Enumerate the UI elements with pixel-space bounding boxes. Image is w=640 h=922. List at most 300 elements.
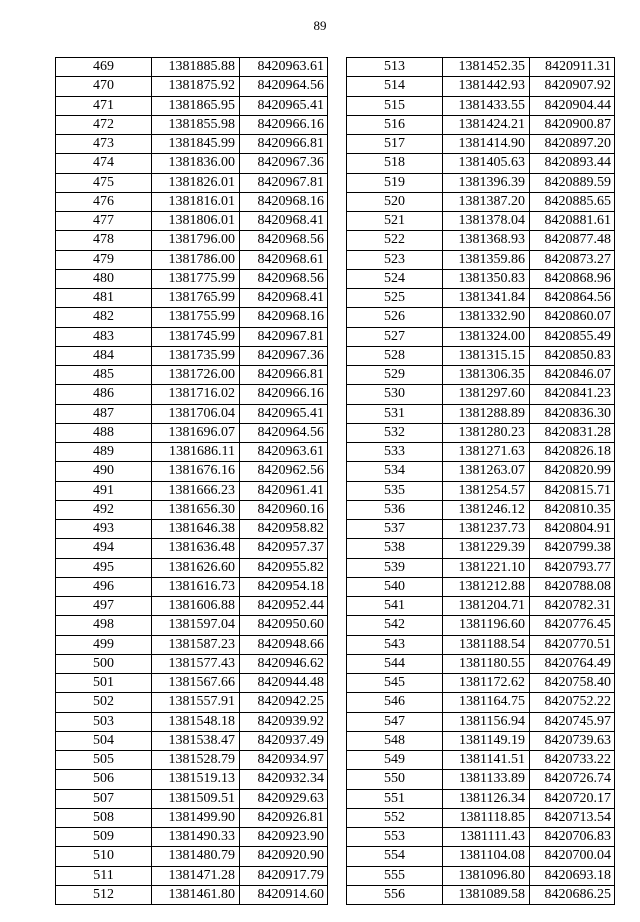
- point-number-cell: 504: [56, 731, 152, 750]
- y-coordinate-cell: 8420942.25: [240, 693, 328, 712]
- y-coordinate-cell: 8420826.18: [530, 443, 615, 462]
- table-row: [56, 404, 328, 423]
- point-number-cell: 529: [347, 366, 443, 385]
- y-coordinate-cell: 8420877.48: [530, 231, 615, 250]
- x-coordinate-cell: 1381156.94: [443, 712, 530, 731]
- point-number-cell: 535: [347, 481, 443, 500]
- point-number-cell: 481: [56, 289, 152, 308]
- x-coordinate-cell: 1381263.07: [443, 462, 530, 481]
- point-number-cell: 488: [56, 423, 152, 442]
- x-coordinate-cell: 1381433.55: [443, 96, 530, 115]
- y-coordinate-cell: 8420964.56: [240, 423, 328, 442]
- x-coordinate-cell: 1381246.12: [443, 500, 530, 519]
- point-number-cell: 492: [56, 500, 152, 519]
- y-coordinate-cell: 8420963.61: [240, 443, 328, 462]
- x-coordinate-cell: 1381341.84: [443, 289, 530, 308]
- point-number-cell: 515: [347, 96, 443, 115]
- table-row: [56, 770, 328, 789]
- table-row: [56, 597, 328, 616]
- table-row: [56, 577, 328, 596]
- y-coordinate-cell: 8420939.92: [240, 712, 328, 731]
- y-coordinate-cell: 8420950.60: [240, 616, 328, 635]
- y-coordinate-cell: 8420889.59: [530, 173, 615, 192]
- point-number-cell: 519: [347, 173, 443, 192]
- x-coordinate-cell: 1381414.90: [443, 135, 530, 154]
- y-coordinate-cell: 8420926.81: [240, 808, 328, 827]
- x-coordinate-cell: 1381452.35: [443, 58, 530, 77]
- point-number-cell: 550: [347, 770, 443, 789]
- y-coordinate-cell: 8420968.56: [240, 231, 328, 250]
- point-number-cell: 502: [56, 693, 152, 712]
- point-number-cell: 511: [56, 866, 152, 885]
- x-coordinate-cell: 1381111.43: [443, 828, 530, 847]
- table-row: [347, 96, 615, 115]
- table-row: [347, 520, 615, 539]
- coordinate-table-left-body: [56, 58, 328, 905]
- point-number-cell: 534: [347, 462, 443, 481]
- y-coordinate-cell: 8420954.18: [240, 577, 328, 596]
- y-coordinate-cell: 8420948.66: [240, 635, 328, 654]
- table-row: [56, 539, 328, 558]
- y-coordinate-cell: 8420788.08: [530, 577, 615, 596]
- x-coordinate-cell: 1381271.63: [443, 443, 530, 462]
- point-number-cell: 553: [347, 828, 443, 847]
- y-coordinate-cell: 8420937.49: [240, 731, 328, 750]
- point-number-cell: 555: [347, 866, 443, 885]
- y-coordinate-cell: 8420963.61: [240, 58, 328, 77]
- table-row: [347, 346, 615, 365]
- table-row: [347, 789, 615, 808]
- point-number-cell: 478: [56, 231, 152, 250]
- x-coordinate-cell: 1381212.88: [443, 577, 530, 596]
- y-coordinate-cell: 8420958.82: [240, 520, 328, 539]
- point-number-cell: 498: [56, 616, 152, 635]
- table-row: [347, 404, 615, 423]
- point-number-cell: 493: [56, 520, 152, 539]
- point-number-cell: 537: [347, 520, 443, 539]
- point-number-cell: 541: [347, 597, 443, 616]
- y-coordinate-cell: 8420966.16: [240, 115, 328, 134]
- y-coordinate-cell: 8420706.83: [530, 828, 615, 847]
- y-coordinate-cell: 8420873.27: [530, 250, 615, 269]
- table-row: [56, 212, 328, 231]
- x-coordinate-cell: 1381480.79: [152, 847, 240, 866]
- y-coordinate-cell: 8420841.23: [530, 385, 615, 404]
- x-coordinate-cell: 1381755.99: [152, 308, 240, 327]
- point-number-cell: 538: [347, 539, 443, 558]
- y-coordinate-cell: 8420745.97: [530, 712, 615, 731]
- point-number-cell: 484: [56, 346, 152, 365]
- point-number-cell: 530: [347, 385, 443, 404]
- table-row: [347, 808, 615, 827]
- y-coordinate-cell: 8420967.36: [240, 154, 328, 173]
- x-coordinate-cell: 1381597.04: [152, 616, 240, 635]
- point-number-cell: 549: [347, 751, 443, 770]
- table-row: [347, 481, 615, 500]
- point-number-cell: 516: [347, 115, 443, 134]
- x-coordinate-cell: 1381196.60: [443, 616, 530, 635]
- coordinate-table-right: [346, 57, 615, 905]
- y-coordinate-cell: 8420967.36: [240, 346, 328, 365]
- point-number-cell: 517: [347, 135, 443, 154]
- x-coordinate-cell: 1381471.28: [152, 866, 240, 885]
- table-row: [347, 366, 615, 385]
- y-coordinate-cell: 8420799.38: [530, 539, 615, 558]
- point-number-cell: 477: [56, 212, 152, 231]
- y-coordinate-cell: 8420720.17: [530, 789, 615, 808]
- table-row: [347, 212, 615, 231]
- table-row: [56, 443, 328, 462]
- x-coordinate-cell: 1381745.99: [152, 327, 240, 346]
- y-coordinate-cell: 8420968.41: [240, 289, 328, 308]
- x-coordinate-cell: 1381396.39: [443, 173, 530, 192]
- table-row: [347, 654, 615, 673]
- x-coordinate-cell: 1381636.48: [152, 539, 240, 558]
- x-coordinate-cell: 1381735.99: [152, 346, 240, 365]
- table-row: [56, 654, 328, 673]
- point-number-cell: 514: [347, 77, 443, 96]
- point-number-cell: 540: [347, 577, 443, 596]
- table-row: [347, 192, 615, 211]
- point-number-cell: 482: [56, 308, 152, 327]
- y-coordinate-cell: 8420966.81: [240, 366, 328, 385]
- x-coordinate-cell: 1381587.23: [152, 635, 240, 654]
- y-coordinate-cell: 8420944.48: [240, 674, 328, 693]
- x-coordinate-cell: 1381141.51: [443, 751, 530, 770]
- table-row: [56, 58, 328, 77]
- point-number-cell: 476: [56, 192, 152, 211]
- point-number-cell: 496: [56, 577, 152, 596]
- point-number-cell: 543: [347, 635, 443, 654]
- x-coordinate-cell: 1381557.91: [152, 693, 240, 712]
- y-coordinate-cell: 8420860.07: [530, 308, 615, 327]
- table-row: [56, 250, 328, 269]
- point-number-cell: 542: [347, 616, 443, 635]
- x-coordinate-cell: 1381126.34: [443, 789, 530, 808]
- y-coordinate-cell: 8420815.71: [530, 481, 615, 500]
- point-number-cell: 473: [56, 135, 152, 154]
- y-coordinate-cell: 8420967.81: [240, 173, 328, 192]
- table-row: [56, 96, 328, 115]
- y-coordinate-cell: 8420960.16: [240, 500, 328, 519]
- x-coordinate-cell: 1381118.85: [443, 808, 530, 827]
- table-row: [56, 481, 328, 500]
- table-row: [56, 423, 328, 442]
- point-number-cell: 495: [56, 558, 152, 577]
- x-coordinate-cell: 1381306.35: [443, 366, 530, 385]
- x-coordinate-cell: 1381616.73: [152, 577, 240, 596]
- table-row: [347, 269, 615, 288]
- x-coordinate-cell: 1381180.55: [443, 654, 530, 673]
- point-number-cell: 507: [56, 789, 152, 808]
- y-coordinate-cell: 8420776.45: [530, 616, 615, 635]
- y-coordinate-cell: 8420810.35: [530, 500, 615, 519]
- point-number-cell: 510: [56, 847, 152, 866]
- x-coordinate-cell: 1381387.20: [443, 192, 530, 211]
- table-row: [56, 674, 328, 693]
- point-number-cell: 471: [56, 96, 152, 115]
- point-number-cell: 526: [347, 308, 443, 327]
- x-coordinate-cell: 1381875.92: [152, 77, 240, 96]
- y-coordinate-cell: 8420820.99: [530, 462, 615, 481]
- point-number-cell: 485: [56, 366, 152, 385]
- y-coordinate-cell: 8420952.44: [240, 597, 328, 616]
- x-coordinate-cell: 1381188.54: [443, 635, 530, 654]
- point-number-cell: 551: [347, 789, 443, 808]
- x-coordinate-cell: 1381288.89: [443, 404, 530, 423]
- table-row: [347, 558, 615, 577]
- y-coordinate-cell: 8420700.04: [530, 847, 615, 866]
- point-number-cell: 544: [347, 654, 443, 673]
- x-coordinate-cell: 1381172.62: [443, 674, 530, 693]
- table-row: [56, 500, 328, 519]
- point-number-cell: 508: [56, 808, 152, 827]
- x-coordinate-cell: 1381254.57: [443, 481, 530, 500]
- x-coordinate-cell: 1381229.39: [443, 539, 530, 558]
- y-coordinate-cell: 8420968.61: [240, 250, 328, 269]
- table-row: [56, 751, 328, 770]
- x-coordinate-cell: 1381324.00: [443, 327, 530, 346]
- x-coordinate-cell: 1381656.30: [152, 500, 240, 519]
- table-row: [347, 577, 615, 596]
- point-number-cell: 469: [56, 58, 152, 77]
- table-row: [56, 731, 328, 750]
- y-coordinate-cell: 8420920.90: [240, 847, 328, 866]
- table-row: [56, 115, 328, 134]
- point-number-cell: 512: [56, 885, 152, 904]
- x-coordinate-cell: 1381716.02: [152, 385, 240, 404]
- x-coordinate-cell: 1381567.66: [152, 674, 240, 693]
- table-row: [56, 154, 328, 173]
- x-coordinate-cell: 1381237.73: [443, 520, 530, 539]
- table-row: [347, 751, 615, 770]
- x-coordinate-cell: 1381221.10: [443, 558, 530, 577]
- x-coordinate-cell: 1381528.79: [152, 751, 240, 770]
- point-number-cell: 486: [56, 385, 152, 404]
- table-row: [347, 885, 615, 904]
- point-number-cell: 491: [56, 481, 152, 500]
- table-row: [56, 866, 328, 885]
- y-coordinate-cell: 8420957.37: [240, 539, 328, 558]
- table-row: [56, 192, 328, 211]
- y-coordinate-cell: 8420946.62: [240, 654, 328, 673]
- y-coordinate-cell: 8420917.79: [240, 866, 328, 885]
- x-coordinate-cell: 1381378.04: [443, 212, 530, 231]
- y-coordinate-cell: 8420850.83: [530, 346, 615, 365]
- y-coordinate-cell: 8420897.20: [530, 135, 615, 154]
- x-coordinate-cell: 1381606.88: [152, 597, 240, 616]
- table-row: [56, 520, 328, 539]
- x-coordinate-cell: 1381626.60: [152, 558, 240, 577]
- x-coordinate-cell: 1381816.01: [152, 192, 240, 211]
- table-row: [56, 885, 328, 904]
- point-number-cell: 513: [347, 58, 443, 77]
- table-row: [347, 616, 615, 635]
- y-coordinate-cell: 8420966.16: [240, 385, 328, 404]
- table-row: [347, 847, 615, 866]
- point-number-cell: 474: [56, 154, 152, 173]
- y-coordinate-cell: 8420836.30: [530, 404, 615, 423]
- y-coordinate-cell: 8420934.97: [240, 751, 328, 770]
- x-coordinate-cell: 1381686.11: [152, 443, 240, 462]
- y-coordinate-cell: 8420752.22: [530, 693, 615, 712]
- y-coordinate-cell: 8420968.16: [240, 192, 328, 211]
- point-number-cell: 546: [347, 693, 443, 712]
- y-coordinate-cell: 8420955.82: [240, 558, 328, 577]
- y-coordinate-cell: 8420846.07: [530, 366, 615, 385]
- table-row: [56, 462, 328, 481]
- table-row: [347, 327, 615, 346]
- point-number-cell: 556: [347, 885, 443, 904]
- x-coordinate-cell: 1381646.38: [152, 520, 240, 539]
- x-coordinate-cell: 1381786.00: [152, 250, 240, 269]
- table-row: [56, 616, 328, 635]
- x-coordinate-cell: 1381519.13: [152, 770, 240, 789]
- point-number-cell: 475: [56, 173, 152, 192]
- y-coordinate-cell: 8420764.49: [530, 654, 615, 673]
- x-coordinate-cell: 1381204.71: [443, 597, 530, 616]
- x-coordinate-cell: 1381164.75: [443, 693, 530, 712]
- y-coordinate-cell: 8420686.25: [530, 885, 615, 904]
- y-coordinate-cell: 8420885.65: [530, 192, 615, 211]
- y-coordinate-cell: 8420968.56: [240, 269, 328, 288]
- x-coordinate-cell: 1381359.86: [443, 250, 530, 269]
- y-coordinate-cell: 8420968.41: [240, 212, 328, 231]
- point-number-cell: 483: [56, 327, 152, 346]
- table-row: [56, 77, 328, 96]
- x-coordinate-cell: 1381885.88: [152, 58, 240, 77]
- x-coordinate-cell: 1381104.08: [443, 847, 530, 866]
- y-coordinate-cell: 8420962.56: [240, 462, 328, 481]
- table-row: [347, 135, 615, 154]
- point-number-cell: 520: [347, 192, 443, 211]
- point-number-cell: 509: [56, 828, 152, 847]
- x-coordinate-cell: 1381696.07: [152, 423, 240, 442]
- x-coordinate-cell: 1381706.04: [152, 404, 240, 423]
- x-coordinate-cell: 1381490.33: [152, 828, 240, 847]
- y-coordinate-cell: 8420758.40: [530, 674, 615, 693]
- y-coordinate-cell: 8420804.91: [530, 520, 615, 539]
- y-coordinate-cell: 8420965.41: [240, 404, 328, 423]
- table-row: [56, 346, 328, 365]
- table-row: [347, 866, 615, 885]
- table-row: [347, 500, 615, 519]
- point-number-cell: 525: [347, 289, 443, 308]
- x-coordinate-cell: 1381332.90: [443, 308, 530, 327]
- point-number-cell: 552: [347, 808, 443, 827]
- x-coordinate-cell: 1381350.83: [443, 269, 530, 288]
- table-row: [347, 58, 615, 77]
- point-number-cell: 479: [56, 250, 152, 269]
- table-row: [347, 693, 615, 712]
- table-row: [347, 289, 615, 308]
- coordinate-table-left: [55, 57, 328, 905]
- table-row: [347, 828, 615, 847]
- x-coordinate-cell: 1381836.00: [152, 154, 240, 173]
- x-coordinate-cell: 1381855.98: [152, 115, 240, 134]
- x-coordinate-cell: 1381538.47: [152, 731, 240, 750]
- y-coordinate-cell: 8420770.51: [530, 635, 615, 654]
- point-number-cell: 533: [347, 443, 443, 462]
- table-row: [56, 289, 328, 308]
- point-number-cell: 480: [56, 269, 152, 288]
- x-coordinate-cell: 1381297.60: [443, 385, 530, 404]
- x-coordinate-cell: 1381676.16: [152, 462, 240, 481]
- x-coordinate-cell: 1381765.99: [152, 289, 240, 308]
- table-row: [347, 173, 615, 192]
- table-row: [347, 115, 615, 134]
- y-coordinate-cell: 8420793.77: [530, 558, 615, 577]
- x-coordinate-cell: 1381775.99: [152, 269, 240, 288]
- table-row: [56, 847, 328, 866]
- x-coordinate-cell: 1381315.15: [443, 346, 530, 365]
- table-row: [56, 231, 328, 250]
- table-row: [347, 231, 615, 250]
- x-coordinate-cell: 1381845.99: [152, 135, 240, 154]
- table-row: [347, 674, 615, 693]
- y-coordinate-cell: 8420904.44: [530, 96, 615, 115]
- point-number-cell: 521: [347, 212, 443, 231]
- table-row: [347, 250, 615, 269]
- y-coordinate-cell: 8420831.28: [530, 423, 615, 442]
- point-number-cell: 545: [347, 674, 443, 693]
- table-row: [56, 269, 328, 288]
- point-number-cell: 527: [347, 327, 443, 346]
- x-coordinate-cell: 1381405.63: [443, 154, 530, 173]
- point-number-cell: 536: [347, 500, 443, 519]
- table-row: [56, 135, 328, 154]
- point-number-cell: 503: [56, 712, 152, 731]
- x-coordinate-cell: 1381499.90: [152, 808, 240, 827]
- point-number-cell: 501: [56, 674, 152, 693]
- table-row: [347, 443, 615, 462]
- table-row: [56, 308, 328, 327]
- table-row: [56, 558, 328, 577]
- table-row: [56, 693, 328, 712]
- y-coordinate-cell: 8420881.61: [530, 212, 615, 231]
- y-coordinate-cell: 8420693.18: [530, 866, 615, 885]
- point-number-cell: 499: [56, 635, 152, 654]
- x-coordinate-cell: 1381796.00: [152, 231, 240, 250]
- y-coordinate-cell: 8420961.41: [240, 481, 328, 500]
- y-coordinate-cell: 8420967.81: [240, 327, 328, 346]
- table-row: [56, 385, 328, 404]
- table-row: [347, 597, 615, 616]
- point-number-cell: 548: [347, 731, 443, 750]
- page-number: 89: [313, 18, 327, 33]
- table-row: [56, 808, 328, 827]
- x-coordinate-cell: 1381865.95: [152, 96, 240, 115]
- table-row: [347, 731, 615, 750]
- table-row: [56, 828, 328, 847]
- table-row: [347, 462, 615, 481]
- point-number-cell: 490: [56, 462, 152, 481]
- point-number-cell: 518: [347, 154, 443, 173]
- point-number-cell: 539: [347, 558, 443, 577]
- point-number-cell: 500: [56, 654, 152, 673]
- y-coordinate-cell: 8420868.96: [530, 269, 615, 288]
- x-coordinate-cell: 1381461.80: [152, 885, 240, 904]
- y-coordinate-cell: 8420964.56: [240, 77, 328, 96]
- point-number-cell: 528: [347, 346, 443, 365]
- y-coordinate-cell: 8420907.92: [530, 77, 615, 96]
- x-coordinate-cell: 1381806.01: [152, 212, 240, 231]
- table-row: [56, 366, 328, 385]
- x-coordinate-cell: 1381726.00: [152, 366, 240, 385]
- table-row: [56, 635, 328, 654]
- table-row: [347, 77, 615, 96]
- table-row: [347, 385, 615, 404]
